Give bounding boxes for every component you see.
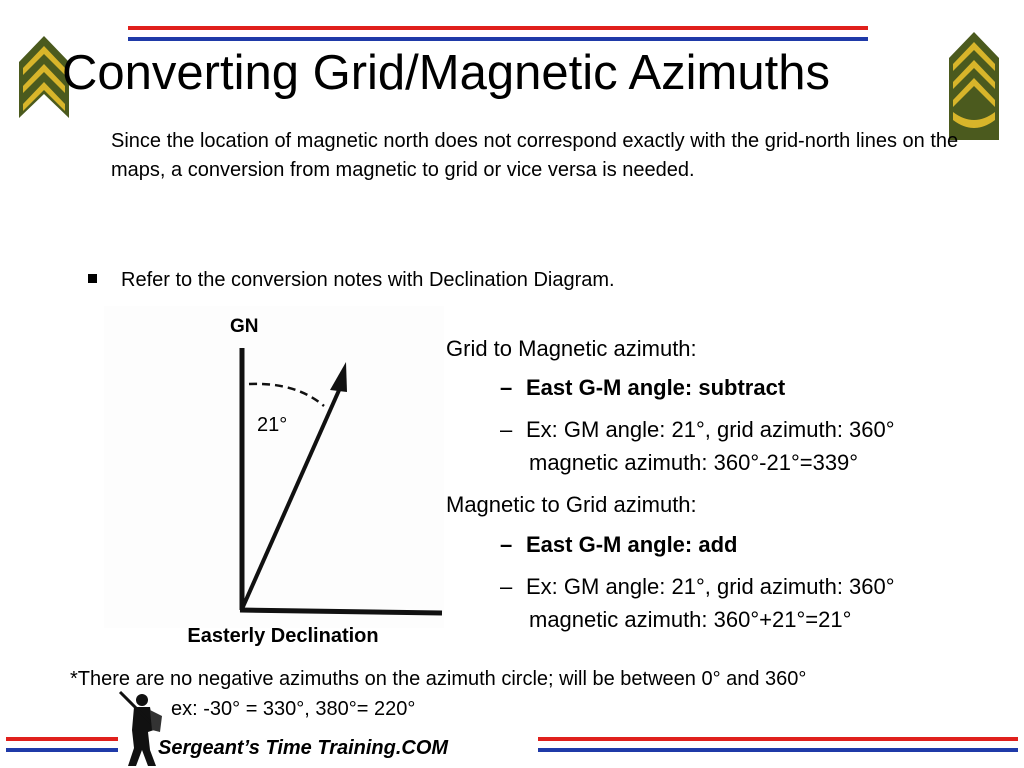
arrowhead-icon xyxy=(330,362,347,392)
square-bullet-icon xyxy=(88,274,97,283)
rule-text: East G-M angle: subtract xyxy=(526,375,786,400)
gn-label: GN xyxy=(230,316,259,337)
declination-diagram-svg xyxy=(104,306,444,628)
bottom-right-stripe-blue xyxy=(538,748,1018,752)
angle-arc xyxy=(249,384,324,406)
slide-title: Converting Grid/Magnetic Azimuths xyxy=(62,46,830,100)
declination-diagram xyxy=(104,306,444,628)
rule-text: East G-M angle: add xyxy=(526,532,738,557)
magnetic-to-grid-heading: Magnetic to Grid azimuth: xyxy=(446,492,697,517)
angle-label: 21° xyxy=(257,414,288,436)
baseline xyxy=(240,610,442,613)
bullet-text: Refer to the conversion notes with Declination Diagram. xyxy=(121,269,615,291)
grid-to-magnetic-rule xyxy=(500,373,785,403)
magnetic-to-grid-result: magnetic azimuth: 360°+21°=21° xyxy=(529,607,852,632)
dash-marker: – xyxy=(500,532,513,557)
magnetic-to-grid-example xyxy=(500,572,895,602)
dash-marker: – xyxy=(500,375,513,400)
grid-to-magnetic-example xyxy=(500,415,895,445)
dash-marker: – xyxy=(500,417,513,442)
dash-marker: – xyxy=(500,574,513,599)
bullet-item xyxy=(88,266,615,295)
footer-logo-text: Sergeant’s Time Training.COM xyxy=(158,737,449,759)
top-stripe-red xyxy=(128,26,868,30)
azimuth-example: ex: -30° = 330°, 380°= 220° xyxy=(171,698,416,720)
magnetic-to-grid-rule xyxy=(500,530,737,560)
bottom-left-stripe-blue xyxy=(6,748,118,752)
grid-to-magnetic-result: magnetic azimuth: 360°-21°=339° xyxy=(529,450,859,475)
example-line-1: Ex: GM angle: 21°, grid azimuth: 360° xyxy=(526,417,895,442)
example-line-1: Ex: GM angle: 21°, grid azimuth: 360° xyxy=(526,574,895,599)
intro-paragraph: Since the location of magnetic north does not correspond exactly with the grid-north lines on the maps, a conversion from magnetic to grid or vice versa is needed. xyxy=(111,130,959,181)
bottom-left-stripe-red xyxy=(6,737,118,741)
negative-azimuth-note: *There are no negative azimuths on the azimuth circle; will be between 0° and 360° xyxy=(70,668,807,690)
bottom-right-stripe-red xyxy=(538,737,1018,741)
grid-to-magnetic-heading: Grid to Magnetic azimuth: xyxy=(446,336,697,361)
diagram-caption: Easterly Declination xyxy=(187,625,379,647)
